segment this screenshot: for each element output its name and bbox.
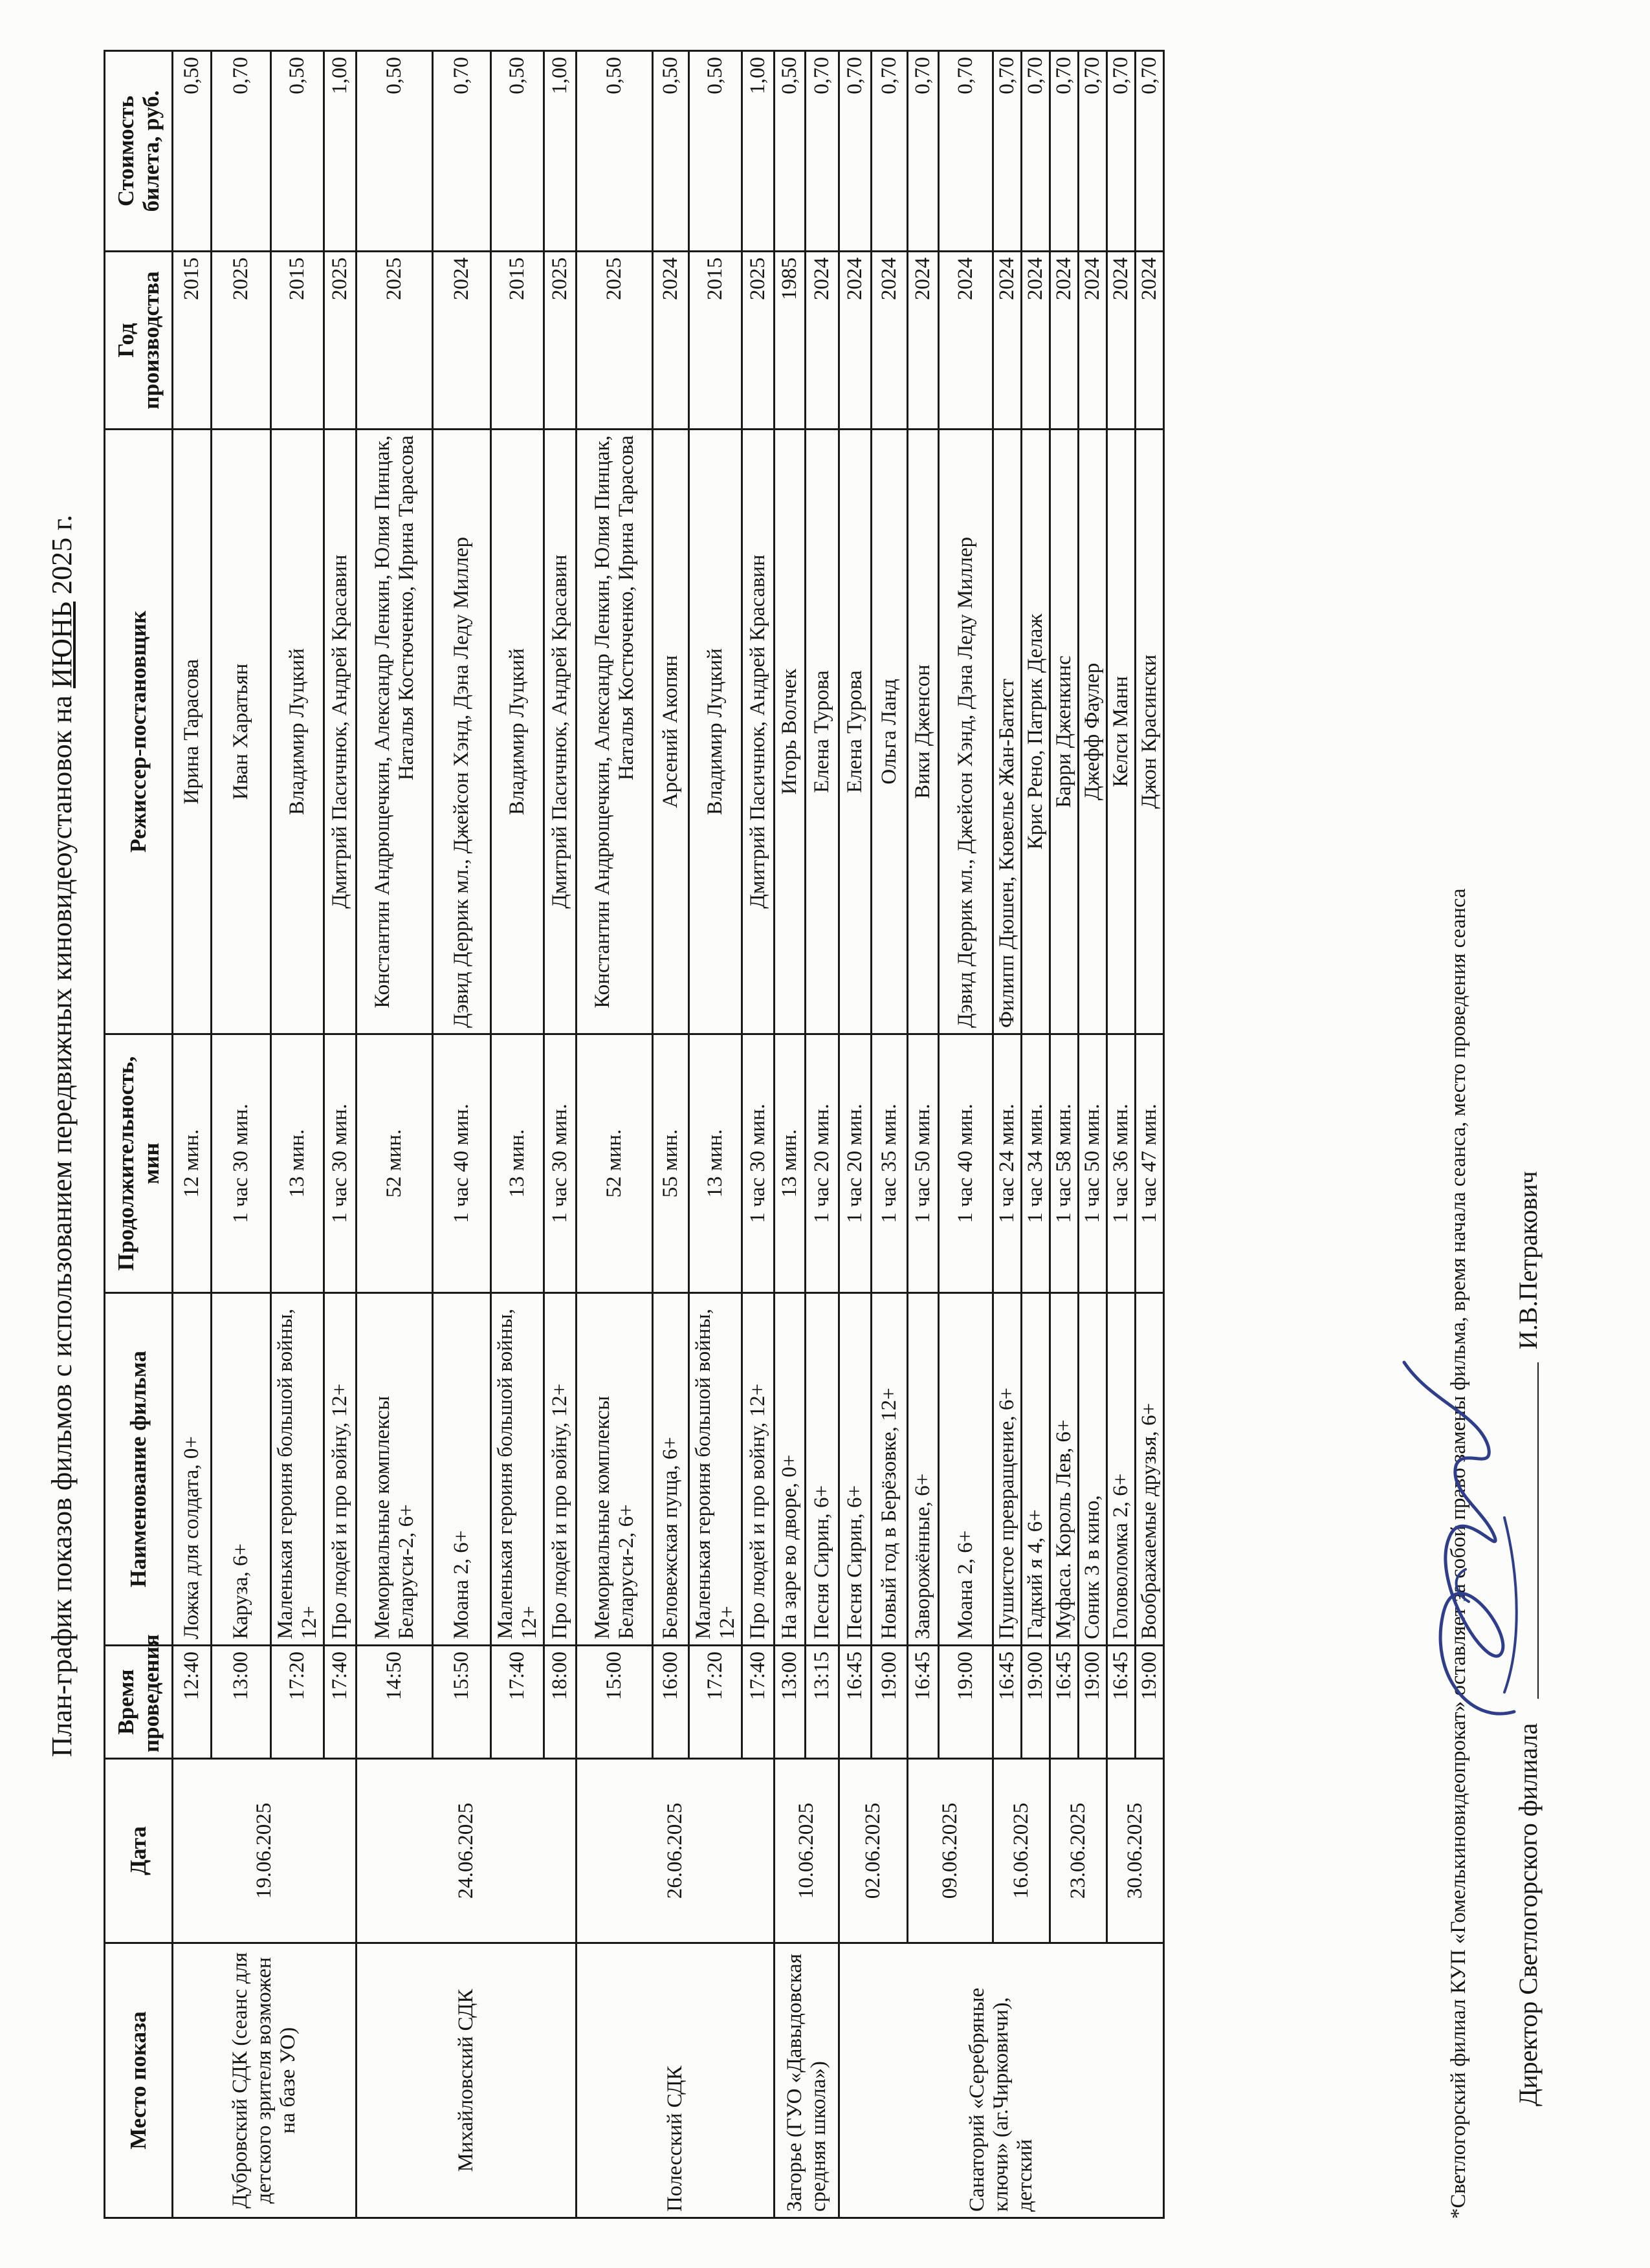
film-cell: Муфаса. Король Лев, 6+	[1050, 1293, 1078, 1646]
place-cell: Загорье (ГУО «Давыдовская средняя школа»)	[775, 1943, 839, 2218]
date-cell: 19.06.2025	[173, 1759, 357, 1943]
time-cell: 17:40	[324, 1646, 357, 1759]
place-cell: Михайловский СДК	[357, 1943, 577, 2218]
price-cell: 0,70	[1106, 51, 1135, 252]
duration-cell: 1 час 50 мин.	[1078, 1034, 1106, 1293]
duration-cell: 1 час 40 мин.	[939, 1034, 993, 1293]
duration-cell: 1 час 50 мин.	[908, 1034, 939, 1293]
table-row	[173, 51, 212, 2218]
duration-cell: 13 мин.	[271, 1034, 324, 1293]
year-cell: 2025	[544, 252, 577, 430]
director-cell: Елена Турова	[806, 430, 839, 1034]
price-cell: 0,70	[839, 51, 872, 252]
year-cell: 2025	[742, 252, 775, 430]
date-cell: 26.06.2025	[577, 1759, 775, 1943]
price-cell: 0,70	[1021, 51, 1050, 252]
film-cell: На заре во дворе, 0+	[775, 1293, 806, 1646]
handwritten-signature	[1391, 1336, 1553, 1750]
price-cell: 0,70	[433, 51, 491, 252]
year-cell: 2024	[1135, 252, 1163, 430]
price-cell: 0,70	[939, 51, 993, 252]
director-cell: Арсений Акопян	[653, 430, 689, 1034]
film-cell: Песня Сирин, 6+	[806, 1293, 839, 1646]
year-cell: 2024	[1050, 252, 1078, 430]
price-cell: 0,70	[872, 51, 908, 252]
header-duration: Продолжительность, мин	[105, 1034, 173, 1293]
header-price: Стоимость билета, руб.	[105, 51, 173, 252]
time-cell: 12:40	[173, 1646, 212, 1759]
price-cell: 0,50	[491, 51, 544, 252]
time-cell: 13:00	[212, 1646, 271, 1759]
duration-cell: 13 мин.	[491, 1034, 544, 1293]
film-cell: Маленькая героиня большой войны, 12+	[271, 1293, 324, 1646]
director-cell: Дэвид Деррик мл., Джейсон Хэнд, Дэна Леду Миллер	[939, 430, 993, 1034]
director-cell: Дэвид Деррик мл., Джейсон Хэнд, Дэна Леду Миллер	[433, 430, 491, 1034]
duration-cell: 1 час 58 мин.	[1050, 1034, 1078, 1293]
year-cell: 2015	[689, 252, 742, 430]
price-cell: 1,00	[742, 51, 775, 252]
page-title	[45, 133, 78, 2139]
time-cell: 19:00	[939, 1646, 993, 1759]
price-cell: 0,50	[271, 51, 324, 252]
price-cell: 0,70	[806, 51, 839, 252]
director-cell: Филипп Дюшен, Кювелье Жан-Батист	[993, 430, 1022, 1034]
time-cell: 16:45	[1050, 1646, 1078, 1759]
film-cell: Песня Сирин, 6+	[839, 1293, 872, 1646]
date-cell: 16.06.2025	[993, 1759, 1050, 1943]
price-cell: 0,50	[173, 51, 212, 252]
director-cell: Келси Манн	[1106, 430, 1135, 1034]
duration-cell: 52 мин.	[577, 1034, 653, 1293]
table-row	[993, 51, 1022, 2218]
table-row	[357, 51, 433, 2218]
director-cell: Владимир Луцкий	[491, 430, 544, 1034]
duration-cell: 52 мин.	[357, 1034, 433, 1293]
duration-cell: 1 час 20 мин.	[806, 1034, 839, 1293]
time-cell: 17:20	[271, 1646, 324, 1759]
schedule-table	[104, 50, 1165, 2219]
duration-cell: 13 мин.	[775, 1034, 806, 1293]
time-cell: 16:45	[839, 1646, 872, 1759]
year-cell: 2015	[271, 252, 324, 430]
duration-cell: 1 час 47 мин.	[1135, 1034, 1163, 1293]
time-cell: 16:00	[653, 1646, 689, 1759]
time-cell: 15:50	[433, 1646, 491, 1759]
year-cell: 2024	[872, 252, 908, 430]
price-cell: 0,70	[1135, 51, 1163, 252]
time-cell: 16:45	[993, 1646, 1022, 1759]
director-cell: Дмитрий Пасичнюк, Андрей Красавин	[544, 430, 577, 1034]
signatory-position: Директор Светлогорского филиала	[1513, 1723, 1543, 2106]
director-cell: Джон Красински	[1135, 430, 1163, 1034]
date-cell: 09.06.2025	[908, 1759, 993, 1943]
header-director: Режиссер-постановщик	[105, 430, 173, 1034]
duration-cell: 13 мин.	[689, 1034, 742, 1293]
film-cell: Гадкий я 4, 6+	[1021, 1293, 1050, 1646]
film-cell: Маленькая героиня большой войны, 12+	[491, 1293, 544, 1646]
duration-cell: 1 час 30 мин.	[742, 1034, 775, 1293]
time-cell: 18:00	[544, 1646, 577, 1759]
place-cell: Полесский СДК	[577, 1943, 775, 2218]
year-cell: 2024	[653, 252, 689, 430]
price-cell: 0,70	[993, 51, 1022, 252]
duration-cell: 1 час 30 мин.	[212, 1034, 271, 1293]
header-place: Место показа	[105, 1943, 173, 2218]
price-cell: 0,50	[689, 51, 742, 252]
price-cell: 0,50	[775, 51, 806, 252]
film-cell: Про людей и про войну, 12+	[544, 1293, 577, 1646]
year-cell: 2025	[357, 252, 433, 430]
duration-cell: 12 мин.	[173, 1034, 212, 1293]
film-cell: Моана 2, 6+	[939, 1293, 993, 1646]
date-cell: 23.06.2025	[1050, 1759, 1106, 1943]
place-cell: Дубровский СДК (сеанс для детского зрителя возможен на базе УО)	[173, 1943, 357, 2218]
year-cell: 2024	[1078, 252, 1106, 430]
date-cell: 24.06.2025	[357, 1759, 577, 1943]
director-cell: Константин Андрющечкин, Александр Ленкин, Юлия Пинцак, Наталья Костюченко, Ирина Тарасова	[577, 430, 653, 1034]
film-cell: Заворожённые, 6+	[908, 1293, 939, 1646]
price-cell: 1,00	[544, 51, 577, 252]
time-cell: 17:40	[742, 1646, 775, 1759]
director-cell: Ольга Ланд	[872, 430, 908, 1034]
time-cell: 19:00	[1135, 1646, 1163, 1759]
table-row	[775, 51, 806, 2218]
duration-cell: 1 час 24 мин.	[993, 1034, 1022, 1293]
price-cell: 0,70	[1078, 51, 1106, 252]
time-cell: 15:00	[577, 1646, 653, 1759]
price-cell: 0,50	[653, 51, 689, 252]
year-cell: 2024	[1021, 252, 1050, 430]
director-cell: Крис Рено, Патрик Делаж	[1021, 430, 1050, 1034]
year-cell: 2015	[173, 252, 212, 430]
time-cell: 16:45	[1106, 1646, 1135, 1759]
film-cell: Пушистое превращение, 6+	[993, 1293, 1022, 1646]
year-cell: 2024	[806, 252, 839, 430]
price-cell: 0,50	[577, 51, 653, 252]
year-cell: 2025	[212, 252, 271, 430]
year-cell: 2024	[839, 252, 872, 430]
director-cell: Константин Андрющечкин, Александр Ленкин, Юлия Пинцак, Наталья Костюченко, Ирина Тарасова	[357, 430, 433, 1034]
time-cell: 17:20	[689, 1646, 742, 1759]
year-cell: 2025	[577, 252, 653, 430]
year-cell: 2024	[939, 252, 993, 430]
film-cell: Головоломка 2, 6+	[1106, 1293, 1135, 1646]
duration-cell: 1 час 30 мин.	[544, 1034, 577, 1293]
table-row	[1050, 51, 1078, 2218]
price-cell: 1,00	[324, 51, 357, 252]
price-cell: 0,70	[1050, 51, 1078, 252]
director-cell: Иван Харатьян	[212, 430, 271, 1034]
time-cell: 13:15	[806, 1646, 839, 1759]
table-row	[1106, 51, 1135, 2218]
director-cell: Владимир Луцкий	[271, 430, 324, 1034]
signatory-name: И.В.Петракович	[1513, 1171, 1543, 1349]
price-cell: 0,70	[212, 51, 271, 252]
duration-cell: 1 час 30 мин.	[324, 1034, 357, 1293]
duration-cell: 1 час 35 мин.	[872, 1034, 908, 1293]
header-row	[105, 51, 173, 2218]
film-cell: Ложка для солдата, 0+	[173, 1293, 212, 1646]
title-suffix: 2025 г.	[46, 514, 78, 602]
director-cell: Игорь Волчек	[775, 430, 806, 1034]
title-month: ИЮНЬ	[46, 601, 78, 688]
film-cell: Соник 3 в кино,	[1078, 1293, 1106, 1646]
time-cell: 16:45	[908, 1646, 939, 1759]
price-cell: 0,50	[357, 51, 433, 252]
director-cell: Вики Дженсон	[908, 430, 939, 1034]
duration-cell: 1 час 36 мин.	[1106, 1034, 1135, 1293]
director-cell: Елена Турова	[839, 430, 872, 1034]
duration-cell: 1 час 20 мин.	[839, 1034, 872, 1293]
year-cell: 2024	[1106, 252, 1135, 430]
director-cell: Ирина Тарасова	[173, 430, 212, 1034]
director-cell: Джефф Фаулер	[1078, 430, 1106, 1034]
table-row	[908, 51, 939, 2218]
film-cell: Про людей и про войну, 12+	[742, 1293, 775, 1646]
film-cell: Моана 2, 6+	[433, 1293, 491, 1646]
film-cell: Мемориальные комплексы Беларуси-2, 6+	[357, 1293, 433, 1646]
film-cell: Маленькая героиня большой войны, 12+	[689, 1293, 742, 1646]
header-date: Дата	[105, 1759, 173, 1943]
header-time: Время проведения	[105, 1646, 173, 1759]
place-cell: Санаторий «Серебряные ключи» (аг.Чирковичи), детский	[839, 1943, 1164, 2218]
time-cell: 14:50	[357, 1646, 433, 1759]
year-cell: 2015	[491, 252, 544, 430]
signature-line	[1537, 1362, 1539, 1699]
film-cell: Каруза, 6+	[212, 1293, 271, 1646]
duration-cell: 1 час 34 мин.	[1021, 1034, 1050, 1293]
time-cell: 13:00	[775, 1646, 806, 1759]
film-cell: Воображаемые друзья, 6+	[1135, 1293, 1163, 1646]
title-prefix: План-график показов фильмов с использованием передвижных киновидеоустановок на	[46, 688, 78, 1758]
director-cell: Дмитрий Пасичнюк, Андрей Красавин	[742, 430, 775, 1034]
table-row	[839, 51, 872, 2218]
duration-cell: 55 мин.	[653, 1034, 689, 1293]
time-cell: 17:40	[491, 1646, 544, 1759]
duration-cell: 1 час 40 мин.	[433, 1034, 491, 1293]
time-cell: 19:00	[1021, 1646, 1050, 1759]
price-cell: 0,70	[908, 51, 939, 252]
film-cell: Про людей и про войну, 12+	[324, 1293, 357, 1646]
director-cell: Дмитрий Пасичнюк, Андрей Красавин	[324, 430, 357, 1034]
film-cell: Мемориальные комплексы Беларуси-2, 6+	[577, 1293, 653, 1646]
director-cell: Барри Дженкинс	[1050, 430, 1078, 1034]
date-cell: 02.06.2025	[839, 1759, 908, 1943]
table-row	[577, 51, 653, 2218]
director-cell: Владимир Луцкий	[689, 430, 742, 1034]
year-cell: 2024	[908, 252, 939, 430]
year-cell: 1985	[775, 252, 806, 430]
year-cell: 2024	[993, 252, 1022, 430]
film-cell: Новый год в Берёзовке, 12+	[872, 1293, 908, 1646]
date-cell: 10.06.2025	[775, 1759, 839, 1943]
footnote: *Светлогорский филиал КУП «Гомелькиновидеопрокат» оставляет за собой право замены фильма, время начала сеанса, место проведения сеанса	[1447, 888, 1470, 2219]
time-cell: 19:00	[1078, 1646, 1106, 1759]
header-film: Наименование фильма	[105, 1293, 173, 1646]
time-cell: 19:00	[872, 1646, 908, 1759]
year-cell: 2025	[324, 252, 357, 430]
year-cell: 2024	[433, 252, 491, 430]
header-year: Год производства	[105, 252, 173, 430]
film-cell: Беловежская пуща, 6+	[653, 1293, 689, 1646]
date-cell: 30.06.2025	[1106, 1759, 1163, 1943]
